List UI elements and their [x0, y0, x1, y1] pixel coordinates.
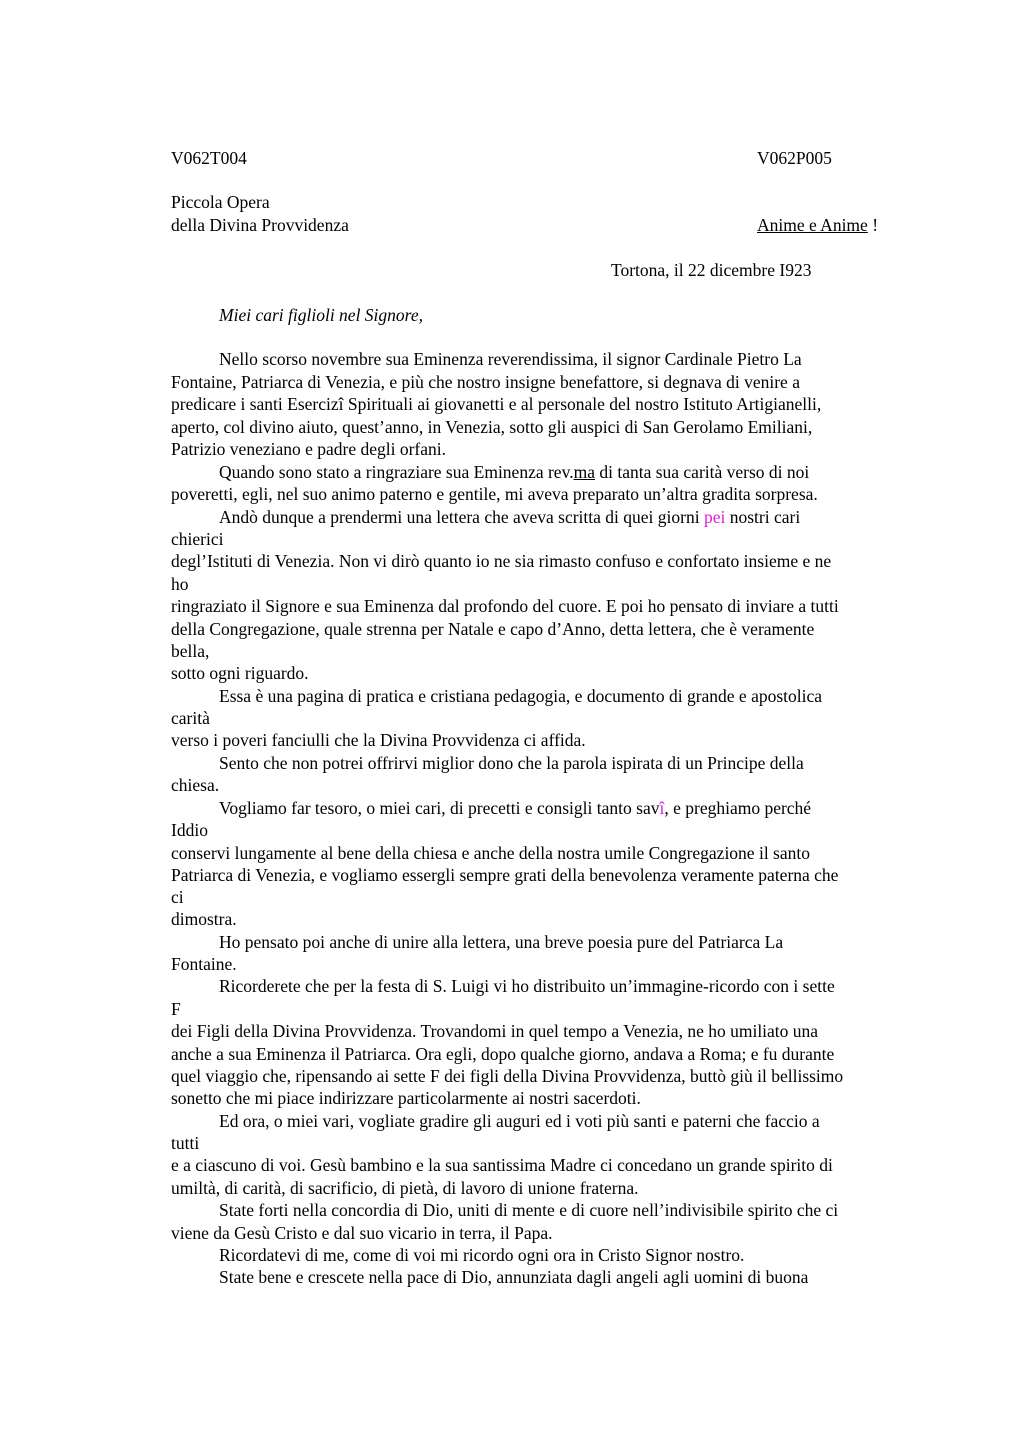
- motto: [757, 214, 878, 236]
- body-line: Nello scorso novembre sua Eminenza reverendissima, il signor Cardinale Pietro La: [219, 349, 802, 369]
- body-text: Andò dunque a prendermi una lettera che aveva scritta di quei giorni: [219, 507, 704, 527]
- body-line: Ricorderete che per la festa di S. Luigi vi ho distribuito un’immagine-ricordo con i sette: [219, 976, 835, 996]
- body-line: [219, 506, 800, 528]
- body-line: conservi lungamente al bene della chiesa e anche della nostra umile Congregazione il santo: [171, 843, 810, 863]
- body-line: bella,: [171, 641, 210, 661]
- body-line: dei Figli della Divina Provvidenza. Trovandomi in quel tempo a Venezia, ne ho umiliato una: [171, 1021, 819, 1041]
- document-code-right: V062P005: [757, 148, 832, 168]
- body-text: Spirituali ai giovanetti e al personale del nostro Istituto Artigianelli,: [343, 394, 822, 414]
- body-line: F: [171, 999, 181, 1019]
- body-line: [219, 797, 811, 819]
- body-text: Quando sono stato a ringraziare sua Eminenza rev.: [219, 462, 574, 482]
- body-line: State bene e crescete nella pace di Dio, annunziata dagli angeli agli uomini di buona: [219, 1267, 809, 1287]
- body-line: State forti nella concordia di Dio, uniti di mente e di cuore nell’indivisibile spirito che ci: [219, 1200, 839, 1220]
- document-code-left: V062T004: [171, 148, 247, 168]
- body-line: [171, 393, 821, 415]
- body-line: Fontaine, Patriarca di Venezia, e più che nostro insigne benefattore, si degnava di venire a: [171, 372, 800, 392]
- body-line: poveretti, egli, nel suo animo paterno e gentile, mi aveva preparato un’altra gradita sorpresa.: [171, 484, 818, 504]
- body-line: e a ciascuno di voi. Gesù bambino e la sua santissima Madre ci concedano un grande spirito di: [171, 1155, 833, 1175]
- body-line: Patriarca di Venezia, e vogliamo essergli sempre grati della benevolenza veramente paterna che: [171, 865, 839, 885]
- motto-exclamation: !: [867, 215, 879, 235]
- body-line: Patrizio veneziano e padre degli orfani.: [171, 439, 447, 459]
- body-line: chiesa.: [171, 775, 220, 795]
- body-line: ringraziato il Signore e sua Eminenza dal profondo del cuore. E poi ho pensato di inviare a tutti: [171, 596, 839, 616]
- body-line: verso i poveri fanciulli che la Divina Provvidenza ci affida.: [171, 730, 586, 750]
- body-text: Vogliamo far tesoro, o miei cari, di precetti e consigli tanto sav: [219, 798, 660, 818]
- body-line: dimostra.: [171, 909, 237, 929]
- highlighted-letter: î: [659, 798, 665, 818]
- body-text: nostri cari: [725, 507, 801, 527]
- body-line: sonetto che mi piace indirizzare particolarmente ai nostri sacerdoti.: [171, 1088, 641, 1108]
- body-line: aperto, col divino aiuto, quest’anno, in Venezia, sotto gli auspici di San Gerolamo Emiliani,: [171, 417, 813, 437]
- body-line: anche a sua Eminenza il Patriarca. Ora egli, dopo qualche giorno, andava a Roma; e fu durante: [171, 1044, 835, 1064]
- body-line: Ricordatevi di me, come di voi mi ricordo ogni ora in Cristo Signor nostro.: [219, 1245, 745, 1265]
- body-text: , e preghiamo perché: [664, 798, 812, 818]
- body-text: predicare i santi Esercizî: [171, 394, 344, 414]
- organization-name-line1: Piccola Opera: [171, 192, 270, 212]
- body-line: degl’Istituti di Venezia. Non vi dirò quanto io ne sia rimasto confuso e confortato insieme e ne: [171, 551, 832, 571]
- highlighted-word: pei: [703, 507, 726, 527]
- body-line: ci: [171, 887, 184, 907]
- body-line: tutti: [171, 1133, 200, 1153]
- body-line: Fontaine.: [171, 954, 237, 974]
- body-line: Ed ora, o miei vari, vogliate gradire gli auguri ed i voti più santi e paterni che faccio a: [219, 1111, 820, 1131]
- abbreviation-underlined: ma: [573, 462, 595, 482]
- organization-name-line2: della Divina Provvidenza: [171, 215, 349, 235]
- body-line: Iddio: [171, 820, 208, 840]
- body-line: ho: [171, 574, 189, 594]
- body-line: sotto ogni riguardo.: [171, 663, 309, 683]
- body-line: [219, 461, 809, 483]
- motto-underlined: Anime e Anime: [757, 215, 868, 235]
- body-line: Sento che non potrei offrirvi miglior dono che la parola ispirata di un Principe della: [219, 753, 804, 773]
- body-line: Ho pensato poi anche di unire alla lettera, una breve poesia pure del Patriarca La: [219, 932, 784, 952]
- body-line: umiltà, di carità, di sacrificio, di pietà, di lavoro di unione fraterna.: [171, 1178, 639, 1198]
- salutation: Miei cari figlioli nel Signore,: [219, 305, 423, 325]
- body-line: quel viaggio che, ripensando ai sette F dei figli della Divina Provvidenza, buttò giù il bellissimo: [171, 1066, 844, 1086]
- body-line: della Congregazione, quale strenna per Natale e capo d’Anno, detta lettera, che è veramente: [171, 619, 815, 639]
- body-line: viene da Gesù Cristo e dal suo vicario in terra, il Papa.: [171, 1223, 553, 1243]
- body-line: chierici: [171, 529, 224, 549]
- letter-date: Tortona, il 22 dicembre I923: [611, 260, 812, 280]
- body-text: di tanta sua carità verso di noi: [594, 462, 810, 482]
- body-line: carità: [171, 708, 210, 728]
- body-line: Essa è una pagina di pratica e cristiana pedagogia, e documento di grande e apostolica: [219, 686, 823, 706]
